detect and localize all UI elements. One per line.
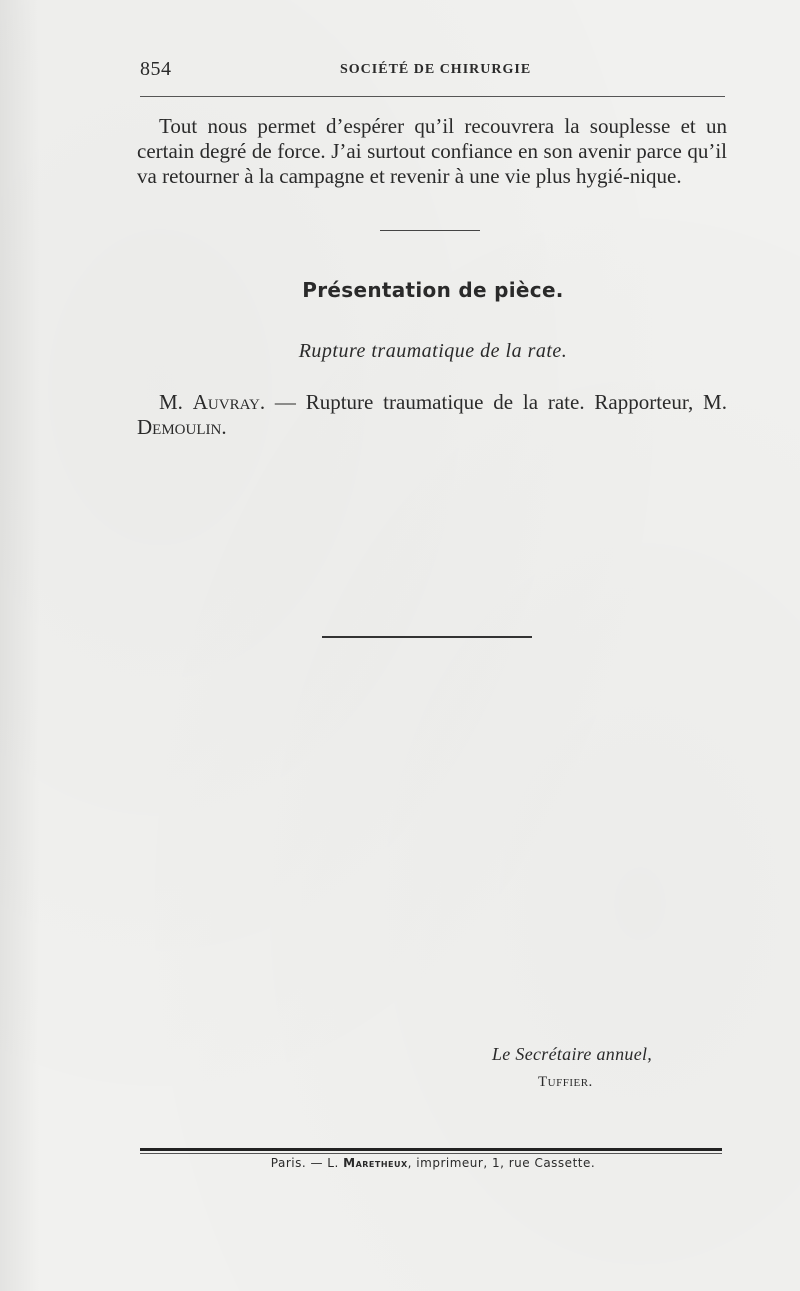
signature-name: Tuffier. — [538, 1074, 593, 1090]
printer-name: Maretheux — [343, 1156, 408, 1170]
entry-reporter: Demoulin — [137, 415, 222, 439]
presentation-entry — [137, 390, 727, 440]
entry-text: . — Rupture traumatique de la rate. Rapporteur, M. — [259, 390, 727, 414]
page-header — [140, 58, 725, 86]
running-head: SOCIÉTÉ DE CHIRURGIE — [340, 62, 532, 77]
footer-rule-thick — [140, 1148, 722, 1151]
printer-imprint — [0, 1156, 800, 1170]
signature-title: Le Secrétaire annuel, — [492, 1044, 653, 1064]
entry-prefix: M. — [159, 390, 193, 414]
entry-suffix: . — [221, 415, 227, 439]
page-edge-shadow — [0, 0, 40, 1291]
imprint-prefix: Paris. — L. — [270, 1156, 344, 1170]
end-rule — [322, 636, 532, 638]
section-subtitle: Rupture traumatique de la rate. — [298, 340, 568, 362]
section-divider — [380, 230, 480, 231]
entry-author: Auvray — [192, 390, 260, 414]
section-title: Présentation de pièce. — [302, 278, 564, 302]
page-number: 854 — [140, 58, 172, 80]
header-rule — [140, 96, 725, 97]
footer-rule-thin — [140, 1153, 722, 1154]
imprint-suffix: , imprimeur, 1, rue Cassette. — [407, 1156, 596, 1170]
body-paragraph: Tout nous permet d’espérer qu’il recouvrera la souplesse et un certain degré de force. J’ai surtout confiance en son avenir parce qu’il va retourner à la campagne et revenir à une vie plus hygié-nique. — [137, 114, 727, 188]
